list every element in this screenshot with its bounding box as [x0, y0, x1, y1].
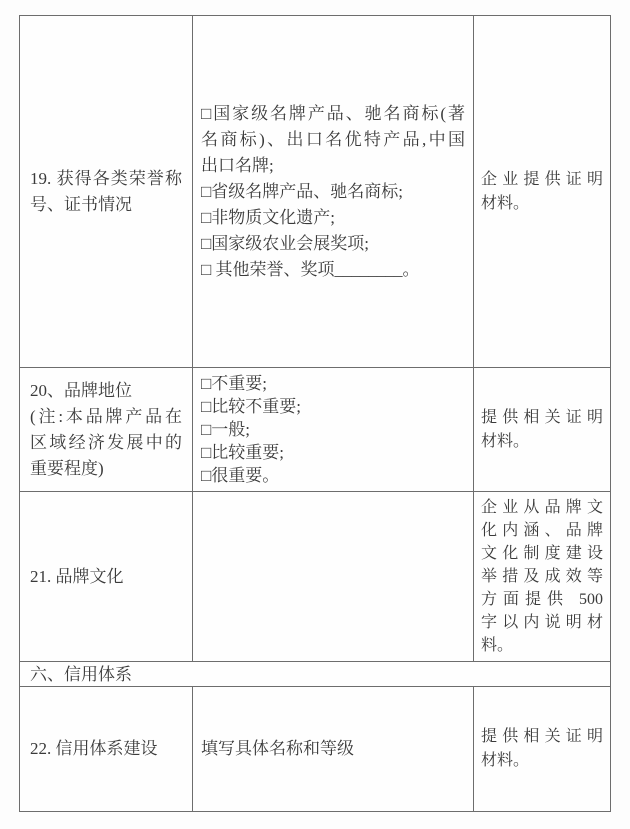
row-20-label-line: 重要程度) [30, 458, 104, 478]
requirement-line: 字以内说明材 [481, 614, 603, 631]
checkbox-option: 名商标)、出口名优特产品,中国 [201, 129, 465, 149]
row-21-input-cell [193, 492, 474, 661]
requirement-line: 材料。 [481, 752, 530, 769]
row-20-label-line: 区域经济发展中的 [30, 432, 182, 452]
row-22-label-cell [20, 687, 193, 811]
requirement-line: 企业从品牌文 [481, 499, 603, 516]
row-21-label-cell [20, 492, 193, 661]
row-22-label: 22. 信用体系建设 [30, 739, 158, 758]
row-22-value: 填写具体名称和等级 [201, 739, 354, 758]
row-20-requirement-cell [474, 368, 610, 491]
requirement-line: 料。 [481, 637, 514, 654]
row-19-options-cell [193, 16, 474, 367]
row-20-brand-status [20, 368, 610, 492]
requirement-line: 方面提供 500 [481, 591, 603, 608]
requirement-line: 材料。 [481, 432, 530, 450]
checkbox-option: □非物质文化遗产; [201, 207, 335, 227]
requirement-line: 提供相关证明 [481, 728, 603, 745]
row-21-label: 21. 品牌文化 [30, 566, 124, 586]
row-19-requirement-cell [474, 16, 610, 367]
section-6-header-row [20, 662, 610, 687]
section-6-title: 六、信用体系 [30, 664, 132, 684]
checkbox-option: □一般; [201, 420, 250, 439]
checkbox-option: □国家级名牌产品、驰名商标(著 [201, 103, 465, 123]
checkbox-option: 出口名牌; [201, 155, 274, 175]
row-19-label-cell [20, 16, 193, 367]
checkbox-option: □不重要; [201, 374, 267, 393]
checkbox-option: □比较不重要; [201, 397, 301, 416]
row-19-label-line: 号、证书情况 [30, 194, 132, 214]
checkbox-option: □很重要。 [201, 466, 280, 485]
requirement-line: 企业提供证明 [481, 170, 603, 188]
section-6-title-cell [20, 662, 610, 686]
form-table [19, 15, 611, 812]
row-20-label-line: 20、品牌地位 [30, 380, 132, 400]
row-19-label-line: 19. 获得各类荣誉称 [30, 168, 182, 188]
requirement-line: 文化制度建设 [481, 545, 603, 562]
requirement-line: 化内涵、品牌 [481, 522, 603, 539]
row-22-value-cell [193, 687, 474, 811]
row-21-requirement-cell [474, 492, 610, 661]
row-20-options-cell [193, 368, 474, 491]
row-20-label-cell [20, 368, 193, 491]
row-22-credit-system [20, 687, 610, 811]
row-21-brand-culture [20, 492, 610, 662]
row-19-honors [20, 16, 610, 368]
requirement-line: 提供相关证明 [481, 408, 603, 426]
row-20-label-line: (注:本品牌产品在 [30, 406, 182, 426]
checkbox-option: □国家级农业会展奖项; [201, 233, 369, 253]
row-22-requirement-cell [474, 687, 610, 811]
requirement-line: 举措及成效等 [481, 568, 603, 585]
checkbox-option: □比较重要; [201, 443, 284, 462]
requirement-line: 材料。 [481, 194, 530, 212]
checkbox-option: □省级名牌产品、驰名商标; [201, 181, 403, 201]
checkbox-option: □ 其他荣誉、奖项________。 [201, 259, 420, 279]
